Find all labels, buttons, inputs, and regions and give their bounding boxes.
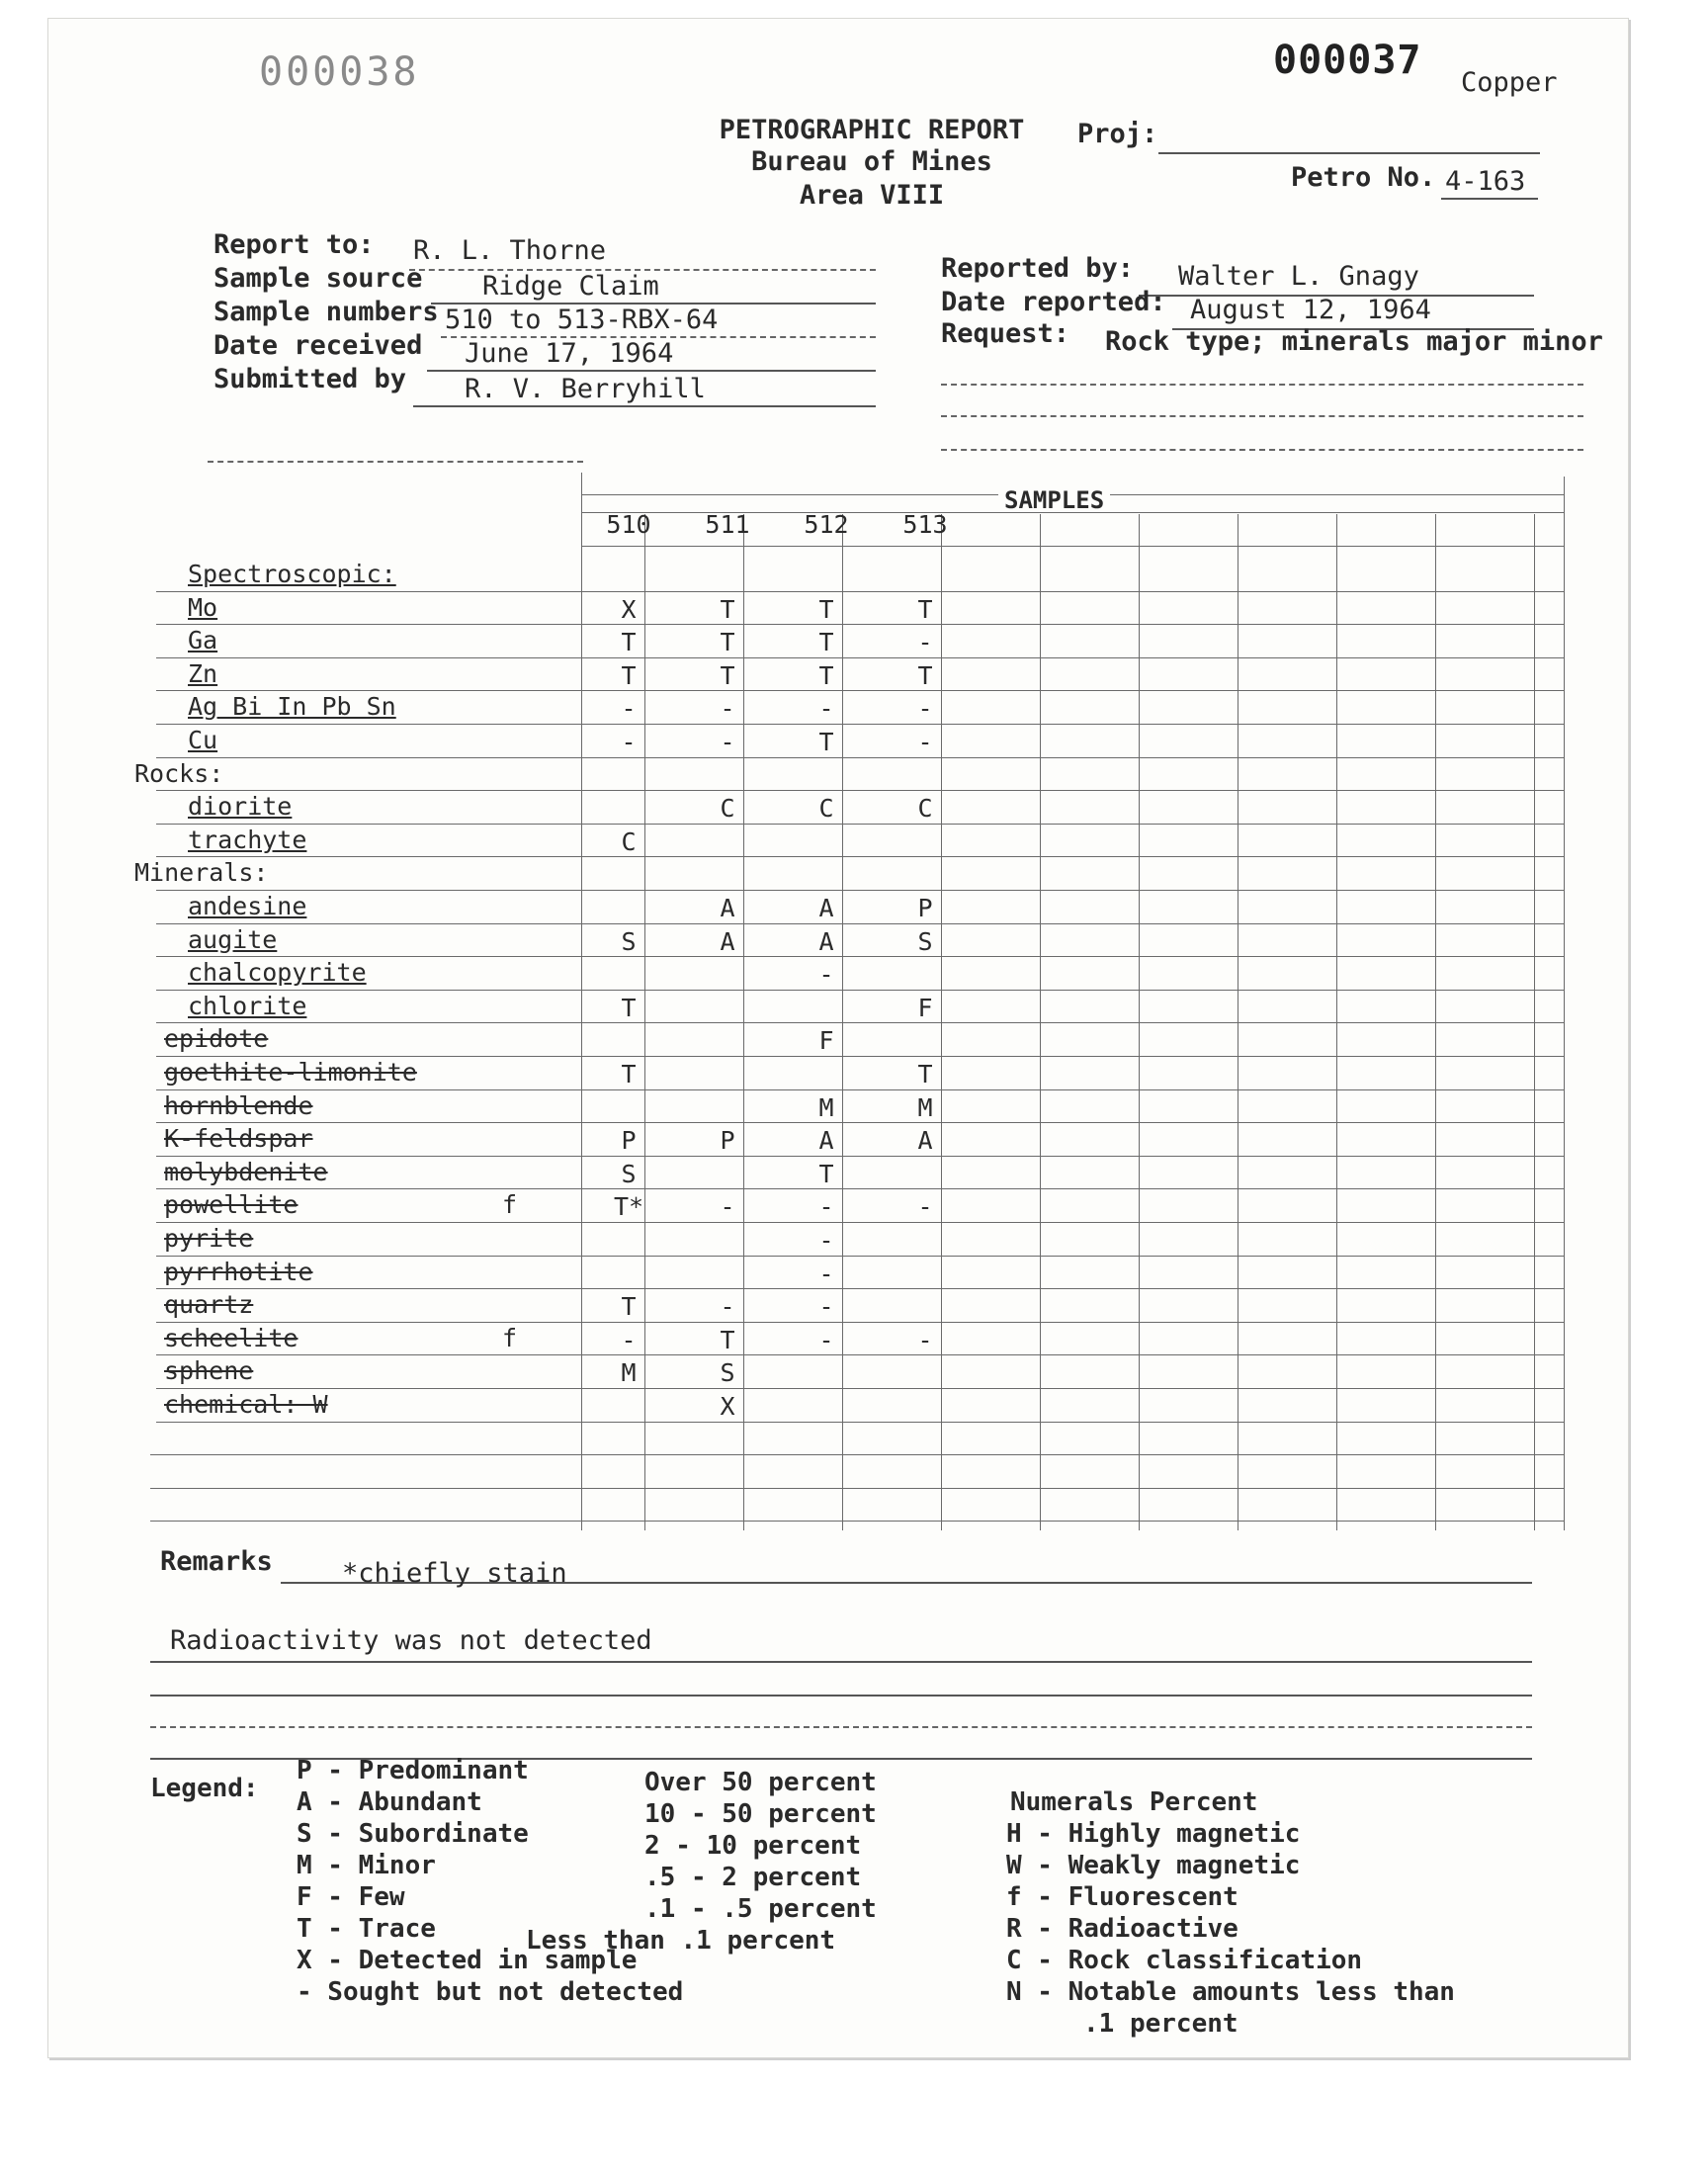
page-number-stamp-left: 000038 [259, 49, 420, 95]
page-number-stamp-right: 000037 [1273, 38, 1422, 83]
sample-id-512: 512 [804, 510, 849, 539]
table-cell: F [917, 993, 933, 1022]
table-cell: - [818, 694, 834, 724]
legend-code-item: - Sought but not detected [297, 1977, 684, 2007]
table-cell: T [917, 660, 933, 690]
table-cell: S [917, 926, 933, 956]
legend-percent-item: 2 - 10 percent [644, 1831, 862, 1861]
petro-number: 4-163 [1445, 166, 1526, 197]
row-label: Spectroscopic: [188, 560, 396, 588]
legend-flag-item: R - Radioactive [1006, 1914, 1238, 1944]
row-label: Mo [188, 592, 218, 622]
submitted-by-label: Submitted by [214, 364, 407, 394]
legend-flag-item: H - Highly magnetic [1006, 1819, 1301, 1849]
table-cell: T [818, 594, 834, 624]
fluorescent-flag: f [502, 1190, 518, 1220]
samples-header: SAMPLES [998, 486, 1110, 514]
row-label: hornblende [164, 1090, 313, 1120]
table-cell: M [621, 1358, 637, 1388]
table-cell: T [621, 628, 637, 657]
row-label: quartz [164, 1290, 254, 1320]
date-reported-label: Date reported: [941, 287, 1166, 317]
table-cell: - [818, 1292, 834, 1322]
row-label: chlorite [188, 991, 307, 1020]
table-cell: T [720, 594, 735, 624]
table-cell: - [917, 728, 933, 756]
legend-flag-item: W - Weakly magnetic [1006, 1851, 1301, 1880]
report-title: PETROGRAPHIC REPORT [719, 115, 1025, 145]
table-cell: - [621, 1325, 637, 1354]
row-label: epidote [164, 1024, 269, 1054]
table-cell: C [621, 826, 637, 856]
table-cell: T [917, 1060, 933, 1088]
table-cell: - [720, 1292, 735, 1322]
row-label: Rocks: [134, 758, 224, 788]
row-label: Zn [188, 658, 218, 688]
table-cell: X [720, 1392, 735, 1421]
petro-label: Petro No. [1291, 162, 1436, 193]
table-cell: A [818, 1126, 834, 1156]
sample-source-value: Ridge Claim [482, 271, 659, 302]
row-label: andesine [188, 892, 307, 920]
table-cell: A [818, 926, 834, 956]
table-cell: - [917, 1325, 933, 1354]
table-cell: - [720, 694, 735, 724]
row-label: Ag Bi In Pb Sn [188, 692, 396, 722]
table-cell: - [621, 694, 637, 724]
row-label: Ga [188, 626, 218, 655]
table-cell: S [621, 1159, 637, 1188]
topic-label: Copper [1461, 67, 1558, 98]
row-label: molybdenite [164, 1157, 328, 1186]
table-cell: P [917, 894, 933, 922]
table-cell: M [818, 1092, 834, 1122]
table-cell: T [818, 728, 834, 756]
table-cell: A [720, 926, 735, 956]
legend-code-item: F - Few [297, 1882, 405, 1912]
table-cell: - [917, 1192, 933, 1222]
sample-numbers-label: Sample numbers [214, 297, 439, 327]
sample-numbers-value: 510 to 513-RBX-64 [445, 304, 719, 335]
table-cell: M [917, 1092, 933, 1122]
date-reported-value: August 12, 1964 [1190, 295, 1431, 325]
legend-numerals-title: Numerals Percent [1010, 1787, 1258, 1817]
table-cell: T [720, 660, 735, 690]
sample-id-513: 513 [902, 510, 948, 539]
table-cell: - [621, 728, 637, 756]
table-cell: A [818, 894, 834, 922]
table-cell: - [818, 1259, 834, 1288]
table-cell: T [917, 594, 933, 624]
date-received-value: June 17, 1964 [465, 338, 674, 369]
agency-name: Bureau of Mines [751, 146, 992, 177]
table-cell: - [818, 1325, 834, 1354]
request-value: Rock type; minerals major minor [1105, 326, 1603, 357]
table-cell: A [720, 894, 735, 922]
table-cell: S [720, 1358, 735, 1388]
table-cell: P [621, 1126, 637, 1156]
table-cell: C [917, 794, 933, 824]
legend-flag-item: .1 percent [1083, 2009, 1238, 2039]
table-cell: C [818, 794, 834, 824]
table-cell: X [621, 594, 637, 624]
report-to-value: R. L. Thorne [413, 235, 607, 266]
table-cell: T [621, 1060, 637, 1088]
report-to-label: Report to: [214, 229, 375, 260]
remarks-label: Remarks [160, 1546, 273, 1577]
fluorescent-flag: f [502, 1323, 518, 1352]
legend-code-item: S - Subordinate [297, 1819, 529, 1849]
table-cell: T [818, 628, 834, 657]
table-cell: - [818, 1226, 834, 1255]
legend-percent-item: Over 50 percent [644, 1768, 877, 1797]
legend-percent-item: .1 - .5 percent [644, 1894, 877, 1924]
row-label: chalcopyrite [188, 958, 367, 988]
legend-percent-item: 10 - 50 percent [644, 1799, 877, 1829]
table-cell: - [720, 728, 735, 756]
table-cell: T [818, 1159, 834, 1188]
row-label: diorite [188, 792, 293, 822]
table-cell: T [720, 1325, 735, 1354]
table-cell: - [917, 694, 933, 724]
legend-percent-item: Less than .1 percent [526, 1926, 836, 1956]
row-label: sphene [164, 1356, 254, 1386]
proj-label: Proj: [1077, 119, 1158, 149]
row-label: scheelite [164, 1323, 299, 1352]
row-label: K-feldspar [164, 1124, 313, 1154]
table-cell: T [621, 1292, 637, 1322]
table-cell: S [621, 926, 637, 956]
table-cell: T [720, 628, 735, 657]
legend-code-item: M - Minor [297, 1851, 436, 1880]
table-cell: T [621, 660, 637, 690]
legend-flag-item: N - Notable amounts less than [1006, 1977, 1455, 2007]
request-label: Request: [941, 318, 1070, 349]
table-cell: P [720, 1126, 735, 1156]
table-cell: F [818, 1026, 834, 1056]
remarks-line-1: *chiefly stain [342, 1558, 567, 1589]
row-label: goethite-limonite [164, 1058, 417, 1087]
legend-code-item: T - Trace [297, 1914, 436, 1944]
area-label: Area VIII [799, 180, 945, 211]
reported-by-value: Walter L. Gnagy [1178, 261, 1419, 292]
table-cell: A [917, 1126, 933, 1156]
row-label: Minerals: [134, 858, 269, 888]
submitted-by-value: R. V. Berryhill [465, 374, 706, 404]
row-label: trachyte [188, 825, 307, 854]
legend-code-item: X - Detected in sample [297, 1946, 638, 1975]
table-cell: - [818, 1192, 834, 1222]
reported-by-label: Reported by: [941, 253, 1135, 284]
table-cell: C [720, 794, 735, 824]
row-label: Cu [188, 726, 218, 754]
sample-id-510: 510 [606, 510, 651, 539]
legend-code-item: P - Predominant [297, 1756, 529, 1785]
remarks-line-2: Radioactivity was not detected [170, 1625, 652, 1656]
date-received-label: Date received [214, 330, 423, 361]
table-cell: T [621, 993, 637, 1022]
sample-id-511: 511 [705, 510, 750, 539]
legend-code-item: A - Abundant [297, 1787, 482, 1817]
row-label: powellite [164, 1190, 299, 1220]
sample-source-label: Sample source [214, 263, 423, 294]
table-cell: - [818, 960, 834, 990]
legend-label: Legend: [150, 1774, 259, 1803]
legend-percent-item: .5 - 2 percent [644, 1863, 862, 1892]
legend-flag-item: f - Fluorescent [1006, 1882, 1238, 1912]
table-cell: T [818, 660, 834, 690]
row-label: pyrrhotite [164, 1257, 313, 1286]
table-cell: - [720, 1192, 735, 1222]
row-label: augite [188, 924, 278, 954]
table-cell: T* [613, 1192, 644, 1222]
table-cell: - [917, 628, 933, 657]
legend-flag-item: C - Rock classification [1006, 1946, 1363, 1975]
row-label: pyrite [164, 1224, 254, 1253]
row-label: chemical: W [164, 1390, 328, 1419]
